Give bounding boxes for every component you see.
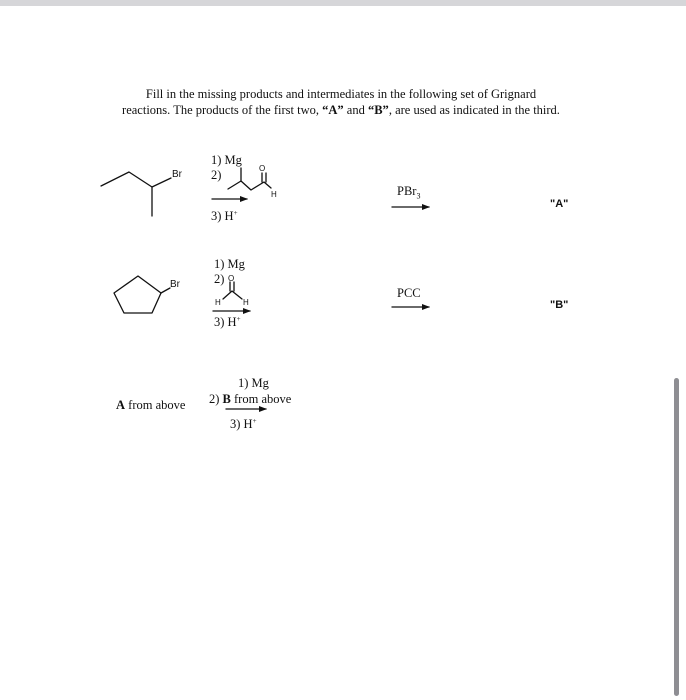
rxn3-starting-material: A from above: [116, 398, 186, 412]
rxn3-step2: 2) B from above: [209, 392, 292, 406]
formaldehyde-structure: [223, 291, 242, 299]
rxn2-br-label: Br: [170, 279, 180, 290]
rxn2-reagent-pcc: PCC: [397, 286, 421, 300]
label-a: “A”: [322, 103, 344, 117]
rxn3-step3: 3) H+: [230, 417, 257, 432]
rxn1-reagent-pbr3: PBr$_3$: [397, 184, 421, 201]
rxn1-step3: 3) H+: [211, 209, 238, 224]
rxn2-product-b: "B": [550, 299, 569, 311]
instructions-line-2: reactions. The products of the first two, “A” and “B”, are used as indicated in the third.: [122, 103, 560, 117]
rxn2-step1: 1) Mg: [214, 257, 245, 271]
rxn2-formaldehyde-h1: H: [215, 298, 221, 307]
rxn1-product-a: "A": [550, 198, 569, 210]
rxn2-formaldehyde-h2: H: [243, 298, 249, 307]
rxn1-br-label: Br: [172, 169, 182, 180]
rxn1-aldehyde-h: H: [271, 190, 277, 199]
isobutyraldehyde-structure: [228, 181, 271, 190]
rxn1-aldehyde-o: O: [259, 164, 266, 173]
rxn1-step1: 1) Mg: [211, 153, 242, 167]
rxn2-step2: 2): [214, 272, 225, 286]
rxn2-step3: 3) H+: [214, 315, 241, 330]
label-b: “B”: [367, 103, 389, 117]
rxn1-step2: 2): [211, 168, 222, 182]
isobutyl-bromide-structure: [101, 172, 171, 187]
rxn2-formaldehyde-o: O: [228, 274, 235, 283]
instructions-line-1: Fill in the missing products and intermediates in the following set of Grignard: [145, 87, 537, 101]
rxn3-step1: 1) Mg: [238, 376, 269, 390]
cyclopentyl-ring: [114, 276, 161, 313]
